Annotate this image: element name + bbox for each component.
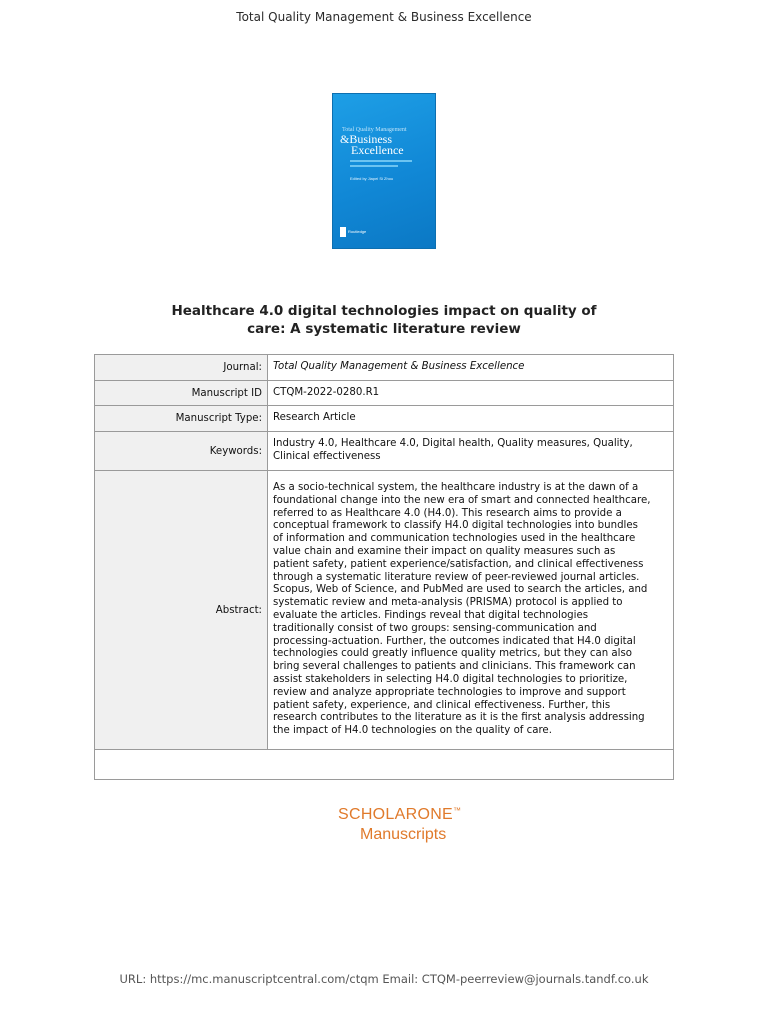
brand-tm: ™ xyxy=(453,806,462,815)
abstract-line: foundational change into the new era of smart and connected healthcare, xyxy=(273,494,651,506)
cover-rule xyxy=(350,165,398,167)
scholarone-product: Manuscripts xyxy=(360,826,447,843)
manuscript-id-value: CTQM-2022-0280.R1 xyxy=(268,381,674,406)
abstract-line: research contributes to the literature as it is the first analysis addressing xyxy=(273,712,645,724)
paper-title-line2: care: A systematic literature review xyxy=(247,321,521,337)
abstract-line: patient safety, patient experience/satisfaction, and clinical effectiveness xyxy=(273,558,644,570)
abstract-line: patient safety, experience, and clinical effectiveness. Further, this xyxy=(273,699,611,711)
abstract-line: technologies could greatly influence quality metrics, but they can also xyxy=(273,648,633,660)
cover-title-line1: &Business xyxy=(340,132,393,146)
abstract-line: systematic review and meta-analysis (PRISMA) protocol is applied to xyxy=(273,597,623,609)
journal-value: Total Quality Management & Business Excellence xyxy=(268,355,674,381)
manuscript-metadata-table xyxy=(94,354,674,780)
publisher-logo-icon xyxy=(340,227,346,237)
manuscript-type-value: Research Article xyxy=(268,406,674,432)
brand-scholar: SCHOLAR xyxy=(338,806,418,823)
abstract-line: assist stakeholders in selecting H4.0 digital technologies to prioritize, xyxy=(273,673,628,685)
manuscript-id-label: Manuscript ID xyxy=(95,381,268,406)
paper-title-line1: Healthcare 4.0 digital technologies impact on quality of xyxy=(171,303,597,319)
keywords-value xyxy=(268,432,674,471)
abstract-line: bring several challenges to patients and clinicians. This framework can xyxy=(273,661,636,673)
keywords-label: Keywords: xyxy=(95,432,268,471)
journal-cover-image xyxy=(332,93,436,249)
abstract-line: through a systematic literature review of peer-reviewed journal articles. xyxy=(273,571,640,583)
cover-publisher: Routledge xyxy=(348,229,367,234)
abstract-line: the impact of H4.0 technologies on the quality of care. xyxy=(273,725,552,737)
abstract-line: value chain and examine their impact on quality measures such as xyxy=(273,546,616,558)
journal-label: Journal: xyxy=(95,355,268,381)
row-abstract xyxy=(95,471,674,750)
cover-title-line2: Excellence xyxy=(351,143,404,157)
abstract-line: As a socio-technical system, the healthcare industry is at the dawn of a xyxy=(273,482,639,494)
journal-header: Total Quality Management & Business Excellence xyxy=(236,10,532,24)
brand-one: ONE xyxy=(417,806,454,823)
abstract-line: referred to as Healthcare 4.0 (H4.0). This research aims to provide a xyxy=(273,507,622,519)
abstract-line: of information and communication technologies used in the healthcare xyxy=(273,533,636,545)
manuscript-type-label: Manuscript Type: xyxy=(95,406,268,432)
cover-rule xyxy=(350,160,412,162)
abstract-label: Abstract: xyxy=(95,471,268,750)
abstract-line: traditionally consist of two groups: sensing-communication and xyxy=(273,622,597,634)
footer-contact: URL: https://mc.manuscriptcentral.com/ctqm Email: CTQM-peerreview@journals.tandf.co.uk xyxy=(119,972,649,986)
row-keywords xyxy=(95,432,674,471)
empty-cell xyxy=(95,750,674,780)
keywords-line: Clinical effectiveness xyxy=(273,451,381,462)
scholarone-brand xyxy=(338,806,461,824)
abstract-text xyxy=(273,482,668,738)
scholarone-logo xyxy=(338,806,461,844)
abstract-line: evaluate the articles. Findings reveal that digital technologies xyxy=(273,610,589,621)
row-manuscript-id xyxy=(95,381,674,406)
abstract-line: conceptual framework to classify H4.0 digital technologies into bundles xyxy=(273,520,638,532)
abstract-line: Scopus, Web of Science, and PubMed are used to search the articles, and xyxy=(273,584,648,596)
row-empty xyxy=(95,750,674,780)
cover-edited-by: Edited by Jiapei Si Zhou xyxy=(350,176,394,181)
row-manuscript-type xyxy=(95,406,674,432)
cover-pre-text: Total Quality Management xyxy=(342,127,407,133)
keywords-line: Industry 4.0, Healthcare 4.0, Digital health, Quality measures, Quality, xyxy=(273,438,633,450)
paper-title xyxy=(150,302,618,338)
row-journal xyxy=(95,355,674,381)
abstract-value xyxy=(268,471,674,750)
abstract-line: review and analyze appropriate technologies to improve and support xyxy=(273,686,626,698)
abstract-line: processing-actuation. Further, the outcomes indicated that H4.0 digital xyxy=(273,635,636,647)
